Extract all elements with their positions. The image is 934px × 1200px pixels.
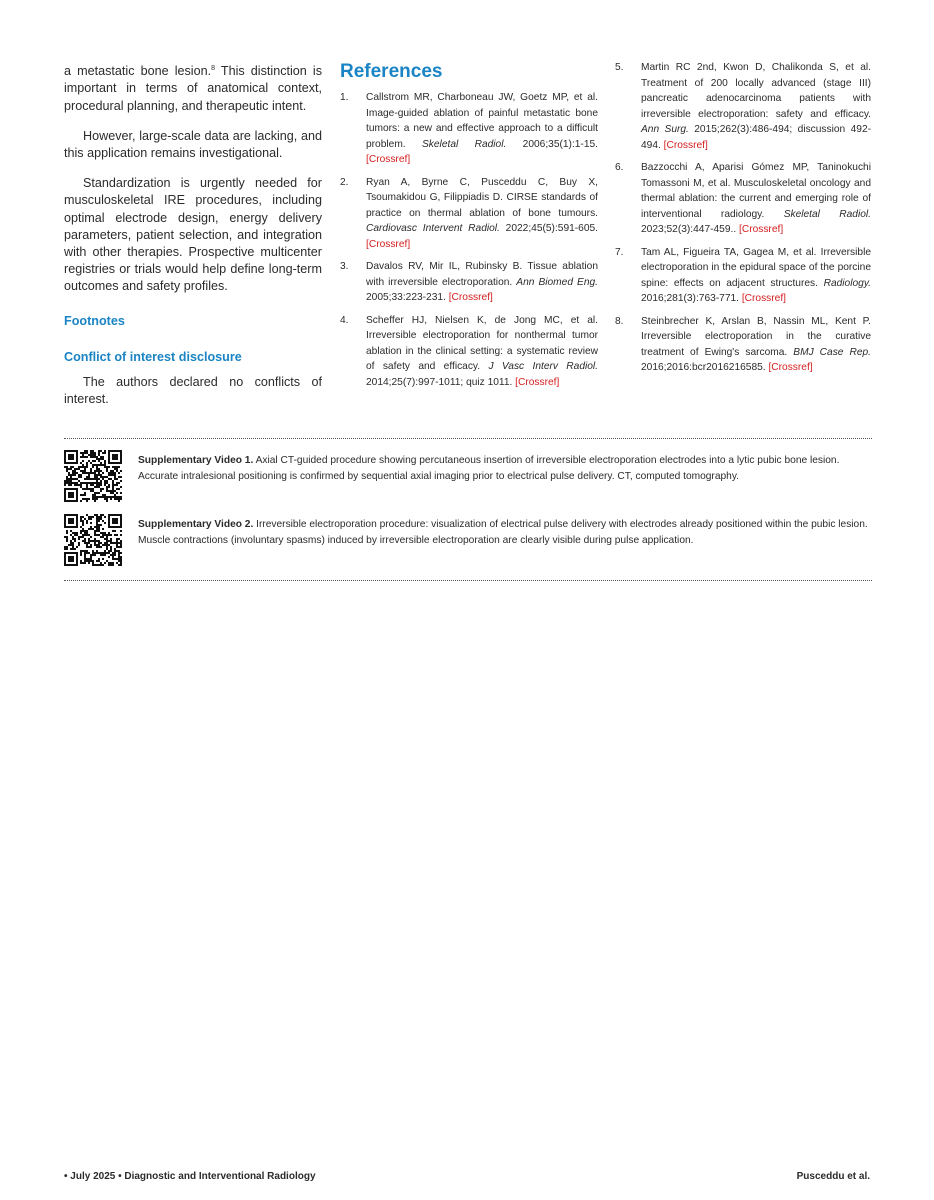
reference-text — [366, 175, 598, 253]
supp-label-2: Supplementary Video 2. — [138, 519, 254, 530]
reference-citation: 2016;2016:bcr2016216585. — [641, 362, 769, 373]
reference-number: 2. — [340, 176, 349, 188]
reference-authors-title: Callstrom MR, Charboneau JW, Goetz MP, et al. Image-guided ablation of painful metastatic bone tumors: a new and effective approach to a difficult problem. — [366, 92, 598, 150]
reference-item — [340, 313, 598, 391]
reference-text — [366, 313, 598, 391]
reference-authors-title: Davalos RV, Mir IL, Rubinsky B. Tissue ablation with irreversible electroporation. — [366, 261, 598, 288]
footer-authors: Pusceddu et al. — [796, 1171, 870, 1182]
reference-authors-title: Ryan A, Byrne C, Pusceddu C, Buy X, Tsoumakidou G, Filippiadis D. CIRSE standards of practice on thermal ablation of bone tumours. — [366, 176, 598, 219]
crossref-link[interactable]: [Crossref] — [515, 376, 560, 388]
divider-bottom — [64, 580, 872, 581]
reference-item — [615, 160, 871, 238]
para1-rest: This distinction is important in terms of anatomical context, procedural planning, and therapeutic intent. — [64, 64, 322, 113]
crossref-link[interactable]: [Crossref] — [448, 292, 493, 303]
crossref-link[interactable]: [Crossref] — [366, 154, 411, 165]
reference-number: 7. — [615, 246, 624, 258]
coi-text: The authors declared no conflicts of interest. — [64, 374, 322, 406]
reference-citation: 2016;281(3):763-771. — [641, 293, 742, 304]
reference-journal: Cardiovasc Intervent Radiol. — [366, 223, 500, 234]
qr-code-icon[interactable] — [64, 514, 122, 566]
reference-item — [615, 245, 871, 307]
crossref-link[interactable]: [Crossref] — [768, 362, 813, 373]
qr-code-icon[interactable] — [64, 450, 122, 502]
references-column-1 — [340, 60, 598, 397]
crossref-link[interactable]: [Crossref] — [366, 238, 411, 250]
supplementary-video-1 — [64, 450, 874, 502]
supp-text-1: Axial CT-guided procedure showing percutaneous insertion of irreversible electroporation electrodes into a lytic pubic bone lesion. Accurate intralesional positioning is confirmed by sequential axial imaging prior to electrical pulse delivery. CT, computed tomography. — [138, 455, 840, 482]
reference-item — [615, 314, 871, 376]
reference-text — [641, 245, 871, 307]
reference-number: 6. — [615, 162, 624, 173]
supplementary-caption-2 — [138, 514, 874, 566]
crossref-link[interactable]: [Crossref] — [739, 224, 784, 235]
supplementary-caption-1 — [138, 450, 874, 502]
footnotes-heading: Footnotes — [64, 313, 125, 328]
crossref-link[interactable]: [Crossref] — [663, 139, 708, 151]
reference-authors-title: Bazzocchi A, Aparisi Gómez MP, Taninokuchi Tomassoni M, et al. Musculoskeletal oncology and thermal ablation: the current and emerging role of interventional radiology. — [641, 162, 871, 220]
reference-authors-title: Tam AL, Figueira TA, Gagea M, et al. Irreversible electroporation in the epidural space of the porcine spine: effects on adjacent structures. — [641, 246, 871, 289]
reference-number: 4. — [340, 314, 349, 326]
reference-journal: J Vasc Interv Radiol. — [488, 361, 599, 372]
reference-citation: 2006;35(1):1-15. — [506, 138, 598, 150]
reference-item — [340, 175, 598, 253]
reference-number: 8. — [615, 315, 624, 327]
citation-superscript[interactable]: 8 — [211, 65, 216, 72]
supplementary-video-2 — [64, 514, 874, 566]
reference-authors-title: Scheffer HJ, Nielsen K, de Jong MC, et al. Irreversible electroporation for nonthermal tumor ablation in the clinical setting: a systematic review of safety and efficacy. — [366, 314, 598, 372]
body-paragraph-2: However, large-scale data are lacking, and this application remains investigational. — [64, 128, 322, 160]
body-paragraph-1 — [64, 60, 322, 115]
reference-authors-title: Steinbrecher K, Arslan B, Nassin ML, Kent P. Irreversible electroporation in the curative treatment of Ewing's sarcoma. — [641, 315, 871, 358]
reference-journal: Radiology. — [823, 277, 871, 289]
reference-text — [641, 160, 871, 238]
coi-heading: Conflict of interest disclosure — [64, 349, 242, 364]
supp-label-1: Supplementary Video 1. — [138, 455, 254, 466]
reference-number: 3. — [340, 261, 349, 272]
reference-number: 1. — [340, 92, 349, 103]
reference-journal: Skeletal Radiol. — [422, 138, 507, 150]
reference-citation: 2023;52(3):447-459.. — [641, 224, 739, 235]
reference-text — [641, 60, 871, 153]
references-column-2 — [615, 60, 871, 383]
divider-top — [64, 438, 872, 439]
references-heading: References — [340, 61, 443, 82]
reference-item — [615, 60, 871, 153]
reference-journal: Ann Surg. — [641, 124, 689, 135]
footer-journal: • July 2025 • Diagnostic and Interventional Radiology — [64, 1171, 316, 1182]
reference-number: 5. — [615, 62, 624, 73]
reference-text — [366, 90, 598, 168]
reference-journal: Ann Biomed Eng. — [516, 276, 598, 288]
body-paragraph-3: Standardization is urgently needed for musculoskeletal IRE procedures, including optimal electrode design, energy delivery parameters, patient selection, and integration with other therapies. Prospective multicenter registries or trials would help define long-term outcomes and safety profiles. — [64, 176, 322, 294]
reference-item — [340, 259, 598, 306]
para1-start: a metastatic bone lesion. — [64, 64, 212, 79]
reference-text — [366, 259, 598, 306]
reference-journal: BMJ Case Rep. — [793, 346, 871, 358]
reference-item — [340, 90, 598, 168]
reference-citation: 2005;33:223-231. — [366, 292, 449, 303]
crossref-link[interactable]: [Crossref] — [741, 293, 786, 304]
reference-citation: 2014;25(7):997-1011; quiz 1011. — [366, 376, 516, 388]
reference-authors-title: Martin RC 2nd, Kwon D, Chalikonda S, et al. Treatment of 200 locally advanced (stage III) pancreatic adenocarcinoma patients with irreversible electroporation: safety and efficacy. — [641, 62, 871, 120]
supp-text-2: Irreversible electroporation procedure: visualization of electrical pulse delivery with electrodes already positioned within the pubic lesion. Muscle contractions (involuntary spasms) induced by irreversible electroporation are clearly visible during pulse application. — [138, 519, 868, 546]
reference-citation: 2015;262(3):486-494; discussion 492-494. — [641, 124, 871, 151]
reference-text — [641, 314, 871, 376]
reference-citation: 2022;45(5):591-605. — [499, 223, 598, 234]
left-column — [64, 60, 322, 421]
reference-journal: Skeletal Radiol. — [783, 208, 871, 220]
